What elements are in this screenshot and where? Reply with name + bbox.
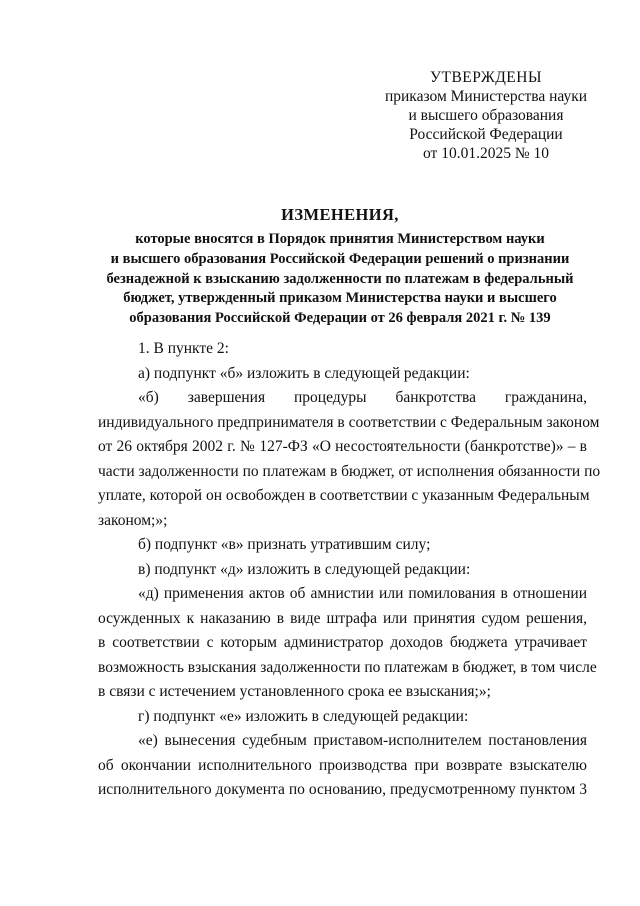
paragraph-7: г) подпункт «е» изложить в следующей редакции: bbox=[138, 707, 469, 725]
paragraph-line: индивидуального предпринимателя в соответствии с Федеральным законом bbox=[98, 413, 600, 431]
paragraph-line: законом;»; bbox=[98, 511, 168, 529]
subtitle-line: бюджет, утвержденный приказом Министерства науки и высшего bbox=[123, 290, 557, 307]
subtitle-line: безнадежной к взысканию задолженности по платежам в федеральный bbox=[106, 270, 574, 287]
subtitle-line: которые вносятся в Порядок принятия Министерством науки bbox=[135, 231, 545, 247]
paragraph-line: «е) вынесения судебным приставом-исполнителем постановления bbox=[138, 732, 587, 749]
document-subtitle bbox=[60, 230, 620, 329]
document-title: ИЗМЕНЕНИЯ, bbox=[281, 205, 399, 224]
subtitle-line: образования Российской Федерации от 26 февраля 2021 г. № 139 bbox=[129, 310, 551, 327]
paragraph-4: б) подпункт «в» признать утратившим силу; bbox=[138, 536, 431, 553]
paragraph-line: части задолженности по платежам в бюджет, от исполнения обязанности по bbox=[98, 462, 601, 480]
paragraph-line: «д) применения актов об амнистии или помилования в отношении bbox=[138, 585, 587, 602]
paragraph-5: в) подпункт «д» изложить в следующей редакции: bbox=[138, 560, 471, 578]
approval-stamp-block bbox=[372, 68, 600, 163]
paragraph-line: «б) завершения процедуры банкротства гражданина, bbox=[138, 389, 587, 406]
approval-line-2: и высшего образования bbox=[408, 107, 564, 124]
paragraph-6 bbox=[98, 582, 597, 705]
paragraph-line: от 26 октября 2002 г. № 127-ФЗ «О несостоятельности (банкротстве)» – в bbox=[98, 438, 587, 455]
paragraph-line: исполнительного документа по основанию, предусмотренному пунктом 3 bbox=[98, 781, 587, 798]
paragraph-line: об окончании исполнительного производства при возврате взыскателю bbox=[98, 756, 587, 774]
paragraph-line: в связи с истечением установленного срока ее взыскания;»; bbox=[98, 683, 491, 700]
approval-line-3: Российской Федерации bbox=[409, 126, 563, 143]
paragraph-line: возможность взыскания задолженности по платежам в бюджет, в том числе bbox=[98, 658, 597, 676]
paragraph-3 bbox=[98, 386, 601, 533]
document-body bbox=[98, 337, 601, 803]
paragraph-1: 1. В пункте 2: bbox=[138, 340, 229, 357]
document-heading bbox=[60, 203, 620, 329]
paragraph-2: а) подпункт «б» изложить в следующей редакции: bbox=[138, 364, 470, 382]
paragraph-line: осужденных к наказанию в виде штрафа или принятия судом решения, bbox=[98, 609, 587, 627]
paragraph-line: в соответствии с которым администратор доходов бюджета утрачивает bbox=[98, 634, 587, 651]
approved-label: УТВЕРЖДЕНЫ bbox=[430, 69, 542, 86]
subtitle-line: и высшего образования Российской Федерации решений о признании bbox=[110, 250, 570, 267]
paragraph-line: уплате, которой он освобожден в соответствии с указанным Федеральным bbox=[98, 487, 590, 504]
approval-line-1: приказом Министерства науки bbox=[384, 88, 588, 105]
approval-line-4: от 10.01.2025 № 10 bbox=[423, 145, 549, 162]
paragraph-8 bbox=[98, 729, 587, 803]
